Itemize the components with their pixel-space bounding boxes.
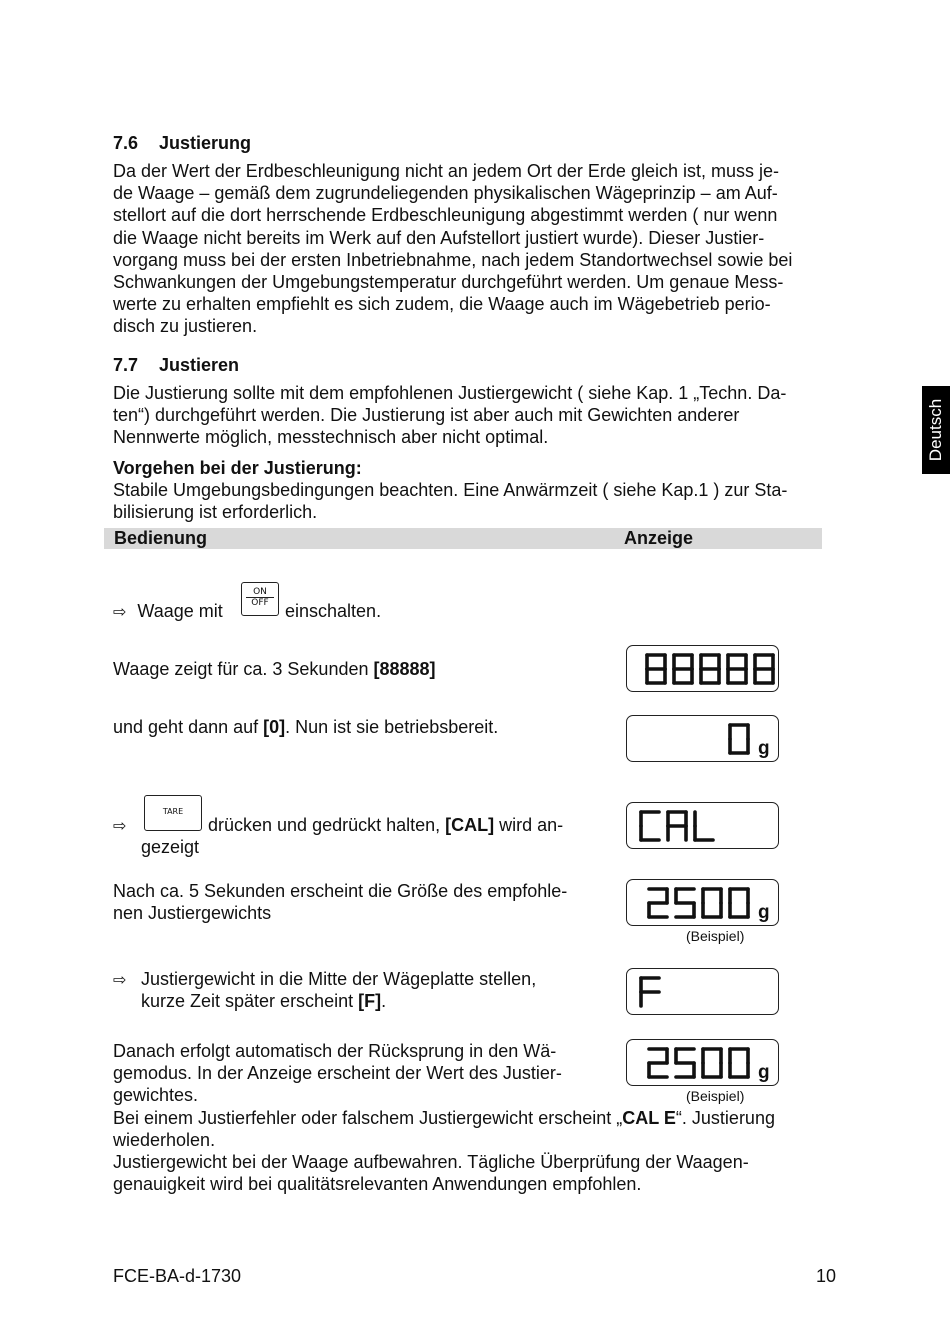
lcd-unit: g: [758, 738, 770, 759]
example-caption: (Beispiel): [686, 928, 745, 944]
step-text: genauigkeit wird bei qualitätsrelevanten Anwendungen empfohlen.: [113, 1174, 642, 1195]
step-text: .: [381, 991, 387, 1012]
footer-doc-id: FCE-BA-d-1730: [113, 1266, 242, 1286]
section-number: 7.7: [113, 355, 139, 375]
step-place-weight-text: [141, 968, 536, 1012]
paragraph-line: Die Justierung sollte mit dem empfohlenen Justiergewicht ( siehe Kap. 1 „Techn. Da-: [113, 383, 787, 403]
procedure-heading: Vorgehen bei der Justierung:: [113, 458, 362, 478]
lcd-character: [641, 812, 659, 840]
paragraph-line: de Waage – gemäß dem zugrundeliegenden physikalischen Wägeprinzip – am Auf-: [113, 183, 778, 204]
lcd-character: [641, 978, 659, 1006]
paragraph-line: Schwankungen der Umgebungstemperatur durchgeführt werden. Um genaue Mess-: [113, 272, 784, 293]
footer-page-number: 10: [816, 1266, 837, 1286]
lcd-character: [730, 889, 748, 917]
lcd-character: [647, 655, 665, 683]
lcd-character: [701, 655, 719, 683]
step-text: gemodus. In der Anzeige erscheint der Wert des Justier-: [113, 1063, 562, 1084]
lcd-character: [649, 1049, 667, 1077]
key-label-on: ON: [253, 587, 267, 597]
paragraph-line: vorgang muss bei der ersten Inbetriebnahme, nach jedem Standortwechsel sowie bei: [113, 249, 793, 270]
step-text: gewichtes.: [113, 1085, 199, 1106]
table-header: [104, 528, 822, 549]
step-text: drücken und gedrückt halten,: [208, 815, 446, 835]
step-ready: [113, 716, 498, 738]
step-text: einschalten.: [285, 601, 382, 621]
lcd-unit: g: [758, 1062, 770, 1083]
step-text: Bei einem Justierfehler oder falschem Justiergewicht erscheint „: [113, 1107, 623, 1128]
step-text: und geht dann auf: [113, 717, 264, 737]
procedure-block: [113, 457, 787, 524]
lcd-character: [703, 889, 721, 917]
lcd-digits: [627, 880, 780, 927]
lcd-character: [676, 889, 694, 917]
lcd-character: [649, 889, 667, 917]
section-number: 7.6: [113, 133, 139, 153]
section-title: Justieren: [159, 355, 240, 375]
step-text: Justiergewicht in die Mitte der Wägeplatte stellen,: [141, 969, 537, 989]
step-value: CAL E: [622, 1107, 676, 1128]
step-value: [0]: [263, 717, 286, 737]
step-text: . Nun ist sie betriebsbereit.: [285, 717, 499, 737]
section-7-6-paragraph: [113, 160, 792, 338]
step-selftest: [113, 658, 436, 680]
step-place-weight: [113, 968, 126, 991]
paragraph-line: Da der Wert der Erdbeschleunigung nicht an jedem Ort der Erde gleich ist, muss je-: [113, 161, 779, 181]
step-text: wird an-: [494, 815, 564, 835]
step-value: [88888]: [373, 659, 436, 679]
lcd-digits: [627, 716, 780, 763]
lcd-unit: g: [758, 902, 770, 923]
lcd-digits: [627, 646, 780, 693]
step-text: Nach ca. 5 Sekunden erscheint die Größe des empfohle-: [113, 881, 568, 901]
paragraph-line: die Waage nicht bereits im Werk auf den Aufstellort justiert wurde). Dieser Justier-: [113, 227, 765, 248]
step-text: [208, 814, 563, 836]
section-title: Justierung: [159, 133, 252, 153]
lcd-display: [626, 1039, 779, 1086]
tare-key-icon: [144, 795, 202, 831]
lcd-digits: [627, 1040, 780, 1087]
lcd-display: [626, 879, 779, 926]
step-text: “. Justierung: [675, 1107, 775, 1128]
paragraph-line: ten“) durchgeführt werden. Die Justierung ist aber auch mit Gewichten anderer: [113, 405, 740, 426]
paragraph-line: disch zu justieren.: [113, 316, 258, 337]
procedure-line: bilisierung ist erforderlich.: [113, 502, 318, 523]
lcd-character: [755, 655, 773, 683]
arrow-right-icon: ⇨: [113, 970, 127, 989]
lcd-digits: [627, 969, 780, 1016]
step-switch-on: [113, 600, 223, 623]
lcd-character: [730, 725, 748, 753]
lcd-display: [626, 802, 779, 849]
section-7-7-heading: [113, 355, 239, 376]
procedure-line: Stabile Umgebungsbedingungen beachten. Eine Anwärmzeit ( siehe Kap.1 ) zur Sta-: [113, 480, 788, 501]
step-text: gezeigt: [141, 837, 200, 857]
column-header-display: Anzeige: [624, 528, 694, 548]
lcd-character: [730, 1049, 748, 1077]
step-text: Justiergewicht bei der Waage aufbewahren. Tägliche Überprüfung der Waagen-: [113, 1152, 749, 1173]
paragraph-line: Nennwerte möglich, messtechnisch aber nicht optimal.: [113, 427, 549, 448]
lcd-digits: [627, 803, 780, 850]
lcd-character: [668, 812, 686, 840]
arrow-right-icon: ⇨: [113, 816, 127, 835]
step-text: nen Justiergewichts: [113, 903, 272, 924]
lcd-character: [703, 1049, 721, 1077]
on-off-key-icon: [241, 582, 279, 616]
lcd-display: [626, 968, 779, 1015]
step-value: [CAL]: [445, 815, 495, 835]
step-text: Danach erfolgt automatisch der Rücksprung in den Wä-: [113, 1041, 557, 1061]
example-caption: (Beispiel): [686, 1088, 745, 1104]
paragraph-line: stellort auf die dort herrschende Erdbeschleunigung abgestimmt werden ( nur wenn: [113, 205, 778, 226]
step-text: kurze Zeit später erscheint: [141, 991, 359, 1012]
language-tab: [922, 386, 950, 474]
language-tab-label: Deutsch: [926, 398, 945, 462]
step-text: wiederholen.: [113, 1129, 216, 1150]
section-7-7-paragraph: [113, 382, 786, 449]
step-value: [F]: [358, 991, 382, 1012]
key-label-off: OFF: [246, 597, 274, 608]
paragraph-line: werte zu erhalten empfiehlt es sich zudem, die Waage auch im Wägebetrieb perio-: [113, 294, 771, 315]
lcd-character: [676, 1049, 694, 1077]
step-tare-hold: [113, 814, 126, 837]
column-header-operation: Bedienung: [114, 528, 207, 548]
arrow-right-icon: ⇨: [113, 602, 127, 621]
section-7-6-heading: [113, 133, 251, 154]
lcd-character: [728, 655, 746, 683]
key-label-tare: TARE: [162, 807, 184, 816]
lcd-display: [626, 645, 779, 692]
lcd-character: [674, 655, 692, 683]
step-text: Waage mit: [137, 601, 223, 621]
step-text: Waage zeigt für ca. 3 Sekunden: [113, 659, 374, 679]
lcd-display: [626, 715, 779, 762]
step-recommended-weight: [113, 880, 567, 924]
lcd-character: [695, 812, 713, 840]
